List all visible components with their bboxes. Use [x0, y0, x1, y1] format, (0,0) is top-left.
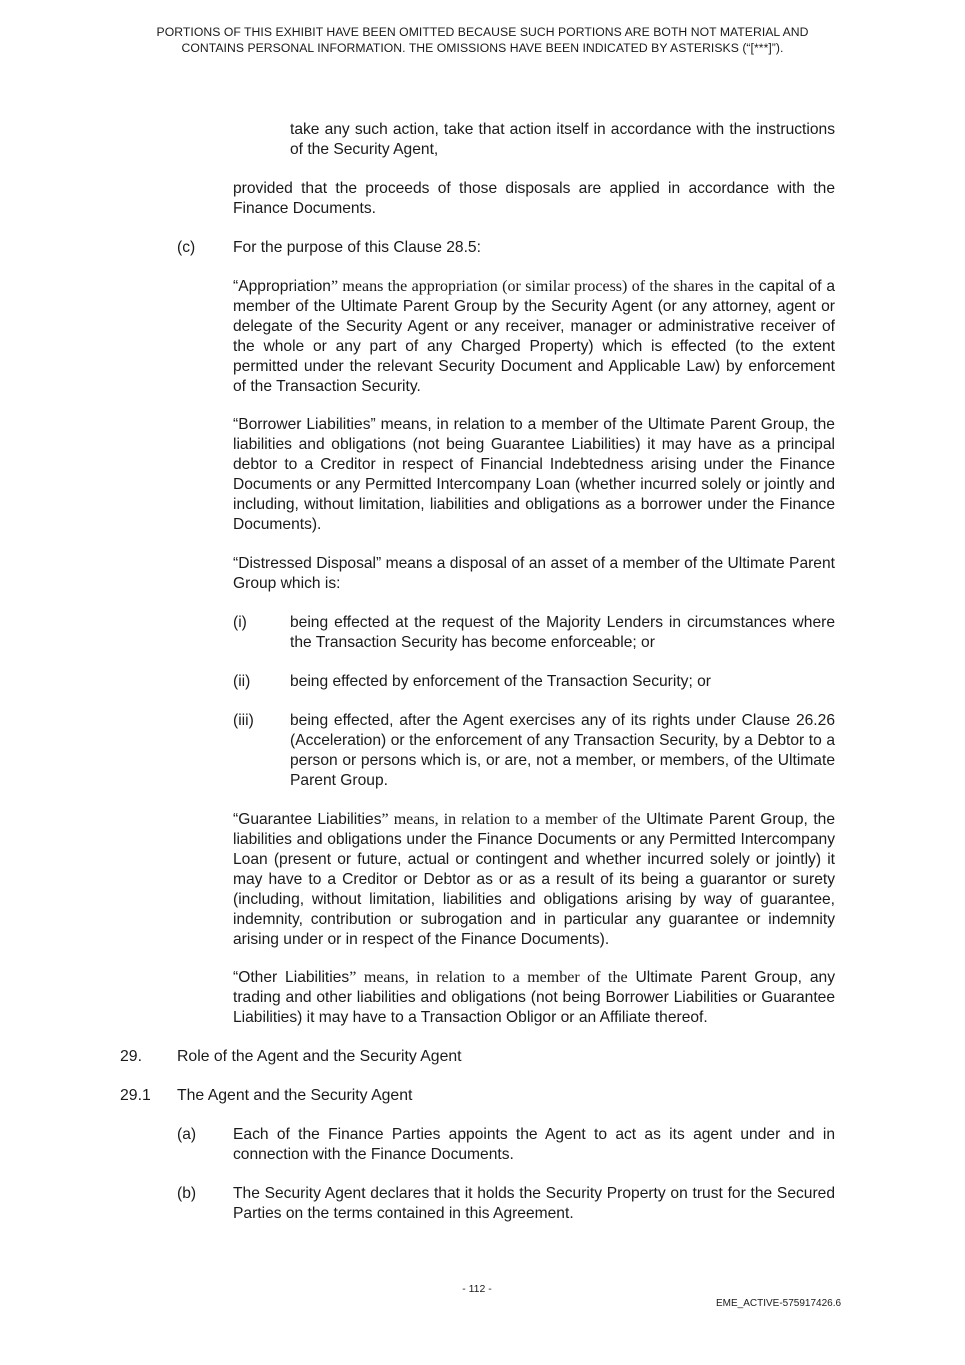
clause-29-1-title: The Agent and the Security Agent: [177, 1087, 413, 1104]
definition-borrower-liabilities: “Borrower Liabilities” means, in relation to a member of the Ultimate Parent Group, the liabilities and obligations (not being Guarantee Liabilities) it may have as a principal debtor to a Creditor in respect of Financial Indebtedness arising under the Finance Documents or any Permitted Intercompany Loan (whether incurred solely or jointly and including, without limitation, liabilities and obligations as a borrower under the Finance Documents).: [233, 416, 835, 533]
sub-item-label-ii: (ii): [233, 673, 251, 690]
item-text-c: For the purpose of this Clause 28.5:: [233, 239, 481, 256]
defined-term: “Borrower Liabilities: [233, 416, 371, 433]
page-number: - 112 -: [462, 1283, 492, 1295]
sub-item-text-i: being effected at the request of the Majority Lenders in circumstances where the Transaction Security has become enforceable; or: [290, 614, 835, 651]
clause-29-1-number: 29.1: [120, 1087, 151, 1104]
proviso-paragraph: provided that the proceeds of those disposals are applied in accordance with the Finance Documents.: [233, 180, 835, 217]
clause-29-title: Role of the Agent and the Security Agent: [177, 1048, 462, 1065]
sub-item-label-i: (i): [233, 614, 247, 631]
definition-appropriation: “Appropriation” means the appropriation (or similar process) of the shares in the capital of a member of the Ultimate Parent Group by the Security Agent (or any attorney, agent or delegate of the Security Agent or any receiver, manager or administrative receiver of the whole or any part of any Charged Property) which is effected (to the extent permitted under the relevant Security Document and Applicable Law) by enforcement of the Transaction Security.: [233, 278, 835, 395]
defined-term: “Appropriation: [233, 278, 331, 295]
definition-other-liabilities: “Other Liabilities” means, in relation to a member of the Ultimate Parent Group, any trading and other liabilities and obligations (not being Borrower Liabilities or Guarantee Liabilities) it may have to a Transaction Obligor or an Affiliate thereof.: [233, 969, 835, 1026]
header-line-2: CONTAINS PERSONAL INFORMATION. THE OMISSIONS HAVE BEEN INDICATED BY ASTERISKS (“[***]”).: [181, 41, 784, 55]
page-header-notice: [60, 24, 905, 56]
item-label-a: (a): [177, 1126, 197, 1143]
sub-item-text-iii: being effected, after the Agent exercises any of its rights under Clause 26.26 (Acceleration) or the enforcement of any Transaction Security, by a Debtor to a person or persons which is, or are, not a member, or members, of the Ultimate Parent Group.: [290, 712, 835, 789]
item-text-b: The Security Agent declares that it holds the Security Property on trust for the Secured Parties on the terms contained in this Agreement.: [233, 1185, 835, 1222]
item-label-c: (c): [177, 239, 196, 256]
defined-term: “Guarantee Liabilities: [233, 811, 382, 828]
defined-term: “Other Liabilities: [233, 969, 350, 986]
item-label-b: (b): [177, 1185, 197, 1202]
sub-item-label-iii: (iii): [233, 712, 254, 729]
definition-guarantee-liabilities: “Guarantee Liabilities” means, in relation to a member of the Ultimate Parent Group, the liabilities and obligations under the Finance Documents or any Permitted Intercompany Loan (present or future, actual or contingent and whether incurred solely or jointly) it may have to a Creditor or Debtor as or as a result of its being a guarantor or surety (including, without limitation, liabilities and obligations arising by way of guarantee, indemnity, contribution or subrogation and in particular any guarantee or indemnity arising under or in respect of the Finance Documents).: [233, 811, 835, 948]
clause-29-number: 29.: [120, 1048, 142, 1065]
sub-item-text-ii: being effected by enforcement of the Transaction Security; or: [290, 673, 711, 690]
item-text-a: Each of the Finance Parties appoints the Agent to act as its agent under and in connection with the Finance Documents.: [233, 1126, 835, 1163]
header-line-1: PORTIONS OF THIS EXHIBIT HAVE BEEN OMITTED BECAUSE SUCH PORTIONS ARE BOTH NOT MATERIAL AND: [156, 25, 809, 39]
document-reference: EME_ACTIVE-575917426.6: [716, 1298, 842, 1309]
continued-sub-item: take any such action, take that action itself in accordance with the instructions of the Security Agent,: [290, 121, 835, 158]
defined-term: “Distressed Disposal: [233, 555, 377, 572]
definition-distressed-disposal: “Distressed Disposal” means a disposal of an asset of a member of the Ultimate Parent Group which is:: [233, 555, 835, 592]
